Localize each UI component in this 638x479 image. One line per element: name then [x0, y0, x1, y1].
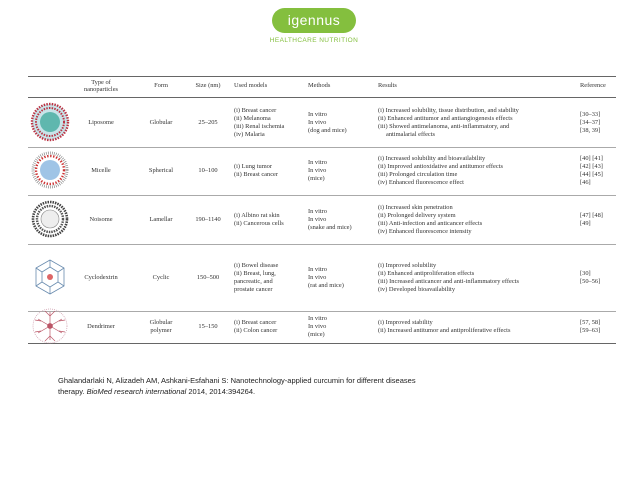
- citation-suffix: 2014, 2014:394264.: [186, 386, 256, 396]
- cell-reference: [57, 58] [59–63]: [580, 319, 601, 334]
- cell-form: Globular polymer: [149, 319, 173, 334]
- liposome-icon: [30, 102, 72, 144]
- cell-form: Cyclic: [152, 273, 170, 281]
- header-results: Results: [378, 82, 397, 90]
- cell-models: (i) Albino rat skin (ii) Cancerous cells: [234, 211, 284, 227]
- citation-line-1: Ghalandarlaki N, Alizadeh AM, Ashkani-Esfahani S: Nanotechnology-applied curcumin for different diseases: [58, 376, 416, 385]
- cell-methods: In vitro In vivo (mice): [308, 159, 327, 182]
- header-reference: Reference: [580, 82, 606, 90]
- cell-size: 15–150: [198, 323, 218, 330]
- nanoparticle-table: [28, 76, 616, 344]
- citation-prefix: therapy.: [58, 386, 87, 396]
- cell-results: (i) Increased skin penetration (ii) Prolonged delivery system (iii) Anti-infection and anticancer effects (iv) Enhanced fluorescence intensity: [378, 203, 483, 235]
- brand-logo: [254, 8, 374, 44]
- cell-form: Globular: [149, 118, 173, 126]
- cell-results: (i) Increased solubility and bioavailability (ii) Improved antioxidative and antitumor effects (iii) Prolonged circulation time (iv) Enhanced fluorescence effect: [378, 155, 503, 186]
- citation: [58, 376, 478, 398]
- cell-results: (i) Increased solubility, tissue distribution, and stability (ii) Enhanced antitumor and antiangiogenesis effects (iii) Showed antimelanoma, anti-inflammatory, and antimalarial effects: [378, 106, 519, 138]
- cell-form: Lamellar: [149, 215, 173, 223]
- cell-type: Liposome: [88, 118, 114, 126]
- table-bottom-rule: [28, 343, 616, 344]
- cell-reference: [30] [50–56]: [580, 269, 601, 285]
- cyclodextrin-icon: [30, 257, 72, 299]
- cell-results: (i) Improved solubility (ii) Enhanced antiproliferation effects (iii) Increased anticancer and anti-inflammatory effects (iv) Developed bioavailability: [378, 261, 519, 293]
- header-models: Used models: [234, 82, 268, 90]
- cell-methods: In vitro In vivo (mice): [308, 315, 327, 338]
- cell-results: (i) Improved stability (ii) Increased antitumor and antiproliferative effects: [378, 319, 511, 334]
- citation-line-2: [58, 387, 478, 398]
- header-size: Size (nm): [195, 82, 221, 90]
- dendrimer-icon: [30, 306, 72, 348]
- header-type: Type of nanoparticles: [83, 78, 119, 93]
- brand-name: igennus: [272, 8, 357, 33]
- micelle-icon: [30, 150, 72, 192]
- cell-methods: In vitro In vivo (rat and mice): [308, 265, 344, 289]
- citation-journal: BioMed research international: [86, 386, 187, 396]
- brand-tagline: HEALTHCARE NUTRITION: [269, 37, 359, 44]
- cell-size: 150–500: [196, 273, 220, 281]
- cell-reference: [40] [41] [42] [43] [44] [45] [46]: [580, 155, 603, 186]
- cell-form: Spherical: [148, 167, 174, 174]
- cell-methods: In vitro In vivo (snake and mice): [308, 207, 352, 231]
- cell-size: 190–1140: [195, 215, 221, 223]
- cell-reference: [47] [48] [49]: [580, 211, 603, 227]
- noisome-icon: [30, 199, 72, 241]
- cell-models: (i) Breast cancer (ii) Colon cancer: [234, 319, 278, 334]
- cell-models: (i) Bowel disease (ii) Breast, lung, pancreatic, and prostate cancer: [234, 261, 279, 293]
- header-form: Form: [154, 82, 168, 90]
- cell-size: 25–205: [198, 118, 218, 126]
- cell-models: (i) Lung tumor (ii) Breast cancer: [234, 163, 278, 178]
- cell-type: Dendrimer: [87, 323, 115, 330]
- cell-models: (i) Breast cancer (ii) Melanoma (iii) Renal ischemia (iv) Malaria: [234, 106, 285, 138]
- cell-methods: In vitro In vivo (dog and mice): [308, 110, 347, 134]
- cell-reference: [30–33] [34–37] [38, 39]: [580, 110, 601, 134]
- cell-size: 10–100: [198, 167, 218, 174]
- cell-type: Noisome: [89, 215, 113, 223]
- cell-type: Micelle: [91, 167, 111, 174]
- cell-type: Cyclodextrin: [84, 273, 118, 281]
- header-methods: Methods: [308, 82, 331, 90]
